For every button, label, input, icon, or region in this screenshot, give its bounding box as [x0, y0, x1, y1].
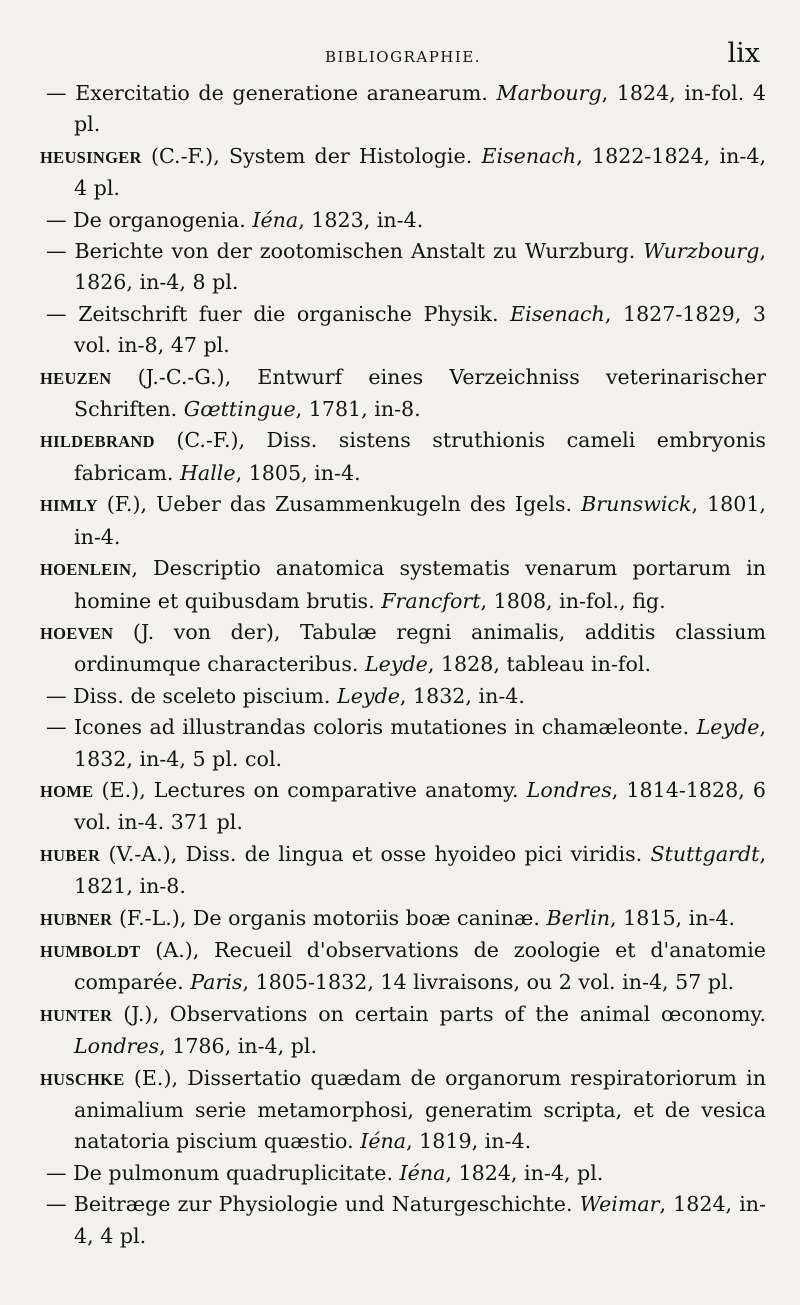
- bibliography-entry: [40, 839, 766, 903]
- bibliography-entry: [40, 681, 766, 712]
- entry-details: , 1827-1829, 3 vol. in-8, 47 pl.: [74, 301, 766, 358]
- entry-author: HUBER: [40, 845, 101, 865]
- bibliography-entry: [40, 78, 766, 141]
- entry-title: (J. von der), Tabulæ regni animalis, additis classium ordinumque characteribus.: [74, 619, 766, 677]
- entry-details: , 1824, in-4, 4 pl.: [74, 1192, 766, 1248]
- entry-place: Marbourg: [496, 81, 602, 105]
- entry-title: (J.-C.-G.), Entwurf eines Verzeichniss veterinarischer Schriften.: [74, 364, 766, 422]
- entry-author: HIMLY: [40, 496, 98, 516]
- entry-dash: —: [46, 1192, 74, 1217]
- entry-place: Weimar: [579, 1192, 660, 1217]
- bibliography-entry: [40, 553, 766, 617]
- entry-title: Exercitatio de generatione aranearum.: [75, 81, 497, 105]
- entry-place: Berlin: [546, 905, 611, 930]
- bibliography-entry: [40, 141, 766, 205]
- entry-details: , 1805, in-4.: [235, 460, 361, 485]
- entry-place: Stuttgardt: [650, 841, 760, 866]
- entry-title: (A.), Recueil d'observations de zoologie et d'anatomie comparée.: [74, 937, 766, 995]
- bibliography-entry: [40, 299, 766, 362]
- entry-place: Gœttingue: [183, 397, 296, 422]
- entry-details: , 1832, in-4, 5 pl. col.: [74, 715, 766, 771]
- entry-author: HUBNER: [40, 909, 113, 929]
- bibliography-entry: [40, 999, 766, 1063]
- entry-title: Icones ad illustrandas coloris mutationes in chamæleonte.: [74, 715, 697, 740]
- entry-details: , 1826, in-4, 8 pl.: [74, 239, 766, 295]
- entry-title: (J.), Observations on certain parts of the animal œconomy.: [112, 1001, 766, 1026]
- bibliography-entry: [40, 205, 766, 236]
- bibliography-entry: [40, 775, 766, 839]
- entry-author: HEUSINGER: [40, 147, 142, 167]
- entry-title: Zeitschrift fuer die organische Physik.: [78, 301, 511, 326]
- entry-place: Iéna: [252, 207, 299, 232]
- entry-author: HUMBOLDT: [40, 941, 141, 961]
- entry-place: Wurzbourg: [643, 239, 760, 264]
- bibliography-list: [40, 78, 766, 1252]
- entry-place: Leyde: [337, 683, 400, 708]
- entry-title: De organogenia.: [73, 207, 253, 232]
- entry-dash: —: [46, 1160, 74, 1185]
- entry-author: HOME: [40, 781, 94, 801]
- entry-details: , 1828, tableau in-fol.: [427, 652, 652, 677]
- entry-title: Beitræge zur Physiologie und Naturgeschichte.: [73, 1192, 580, 1217]
- bibliography-entry: [40, 1189, 766, 1252]
- bibliography-entry: [40, 712, 766, 775]
- bibliography-entry: [40, 935, 766, 999]
- entry-author: HOEVEN: [40, 623, 114, 643]
- page-number: lix: [727, 38, 760, 69]
- entry-details: , 1815, in-4.: [610, 905, 736, 930]
- bibliography-entry: [40, 236, 766, 299]
- entry-place: Londres: [526, 777, 612, 802]
- entry-details: , 1801, in-4.: [74, 492, 766, 549]
- entry-title: (C.-F.), System der Histologie.: [141, 143, 482, 168]
- bibliography-entry: [40, 425, 766, 489]
- entry-details: , 1781, in-8.: [295, 397, 421, 422]
- entry-dash: —: [46, 81, 76, 105]
- entry-dash: —: [46, 683, 74, 708]
- entry-dash: —: [46, 207, 74, 232]
- entry-title: Berichte von der zootomischen Anstalt zu Wurzburg.: [74, 239, 644, 264]
- entry-title: , Descriptio anatomica systematis venarum portarum in homine et quibusdam brutis.: [74, 556, 766, 613]
- entry-details: , 1819, in-4.: [406, 1129, 532, 1154]
- entry-author: HUSCHKE: [40, 1069, 125, 1089]
- entry-place: Francfort: [381, 588, 481, 613]
- entry-dash: —: [46, 715, 75, 740]
- entry-dash: —: [46, 301, 79, 326]
- entry-place: Leyde: [696, 715, 760, 740]
- entry-author: HILDEBRAND: [40, 432, 155, 452]
- entry-author: HOENLEIN: [40, 560, 132, 580]
- entry-place: Brunswick: [581, 492, 692, 517]
- bibliography-entry: [40, 617, 766, 681]
- entry-title: Diss. de sceleto piscium.: [73, 683, 338, 708]
- entry-details: , 1824, in-fol. 4 pl.: [74, 81, 766, 137]
- entry-title: (V.-A.), Diss. de lingua et osse hyoideo pici viridis.: [100, 841, 651, 866]
- bibliography-entry: [40, 362, 766, 426]
- entry-details: , 1814-1828, 6 vol. in-4. 371 pl.: [74, 777, 766, 835]
- entry-details: , 1786, in-4, pl.: [159, 1034, 318, 1059]
- entry-title: De pulmonum quadruplicitate.: [73, 1160, 400, 1185]
- entry-details: , 1824, in-4, pl.: [445, 1160, 604, 1185]
- entry-author: HEUZEN: [40, 368, 112, 388]
- entry-place: Iéna: [360, 1129, 407, 1154]
- entry-details: , 1832, in-4.: [399, 683, 525, 708]
- entry-title: (C.-F.), Diss. sistens struthionis cameli embryonis fabricam.: [74, 428, 766, 485]
- entry-title: (E.), Lectures on comparative anatomy.: [93, 777, 527, 802]
- entry-place: Iéna: [399, 1160, 446, 1185]
- entry-details: , 1808, in-fol., fig.: [480, 588, 666, 613]
- bibliography-entry: [40, 1158, 766, 1189]
- entry-details: , 1805-1832, 14 livraisons, ou 2 vol. in-4, 57 pl.: [242, 970, 735, 995]
- entry-details: , 1823, in-4.: [298, 207, 424, 232]
- entry-place: Eisenach: [510, 301, 605, 326]
- entry-details: , 1822-1824, in-4, 4 pl.: [74, 143, 767, 201]
- entry-place: Eisenach: [481, 143, 577, 168]
- entry-dash: —: [46, 239, 75, 264]
- running-head: BIBLIOGRAPHIE.: [324, 48, 482, 66]
- entry-place: Leyde: [364, 652, 428, 677]
- bibliography-entry: [40, 903, 766, 935]
- bibliography-entry: [40, 1063, 766, 1158]
- entry-place: Londres: [74, 1034, 160, 1059]
- entry-author: HUNTER: [40, 1005, 113, 1025]
- entry-details: , 1821, in-8.: [74, 841, 766, 899]
- entry-title: (F.-L.), De organis motoriis boæ caninæ.: [112, 905, 547, 930]
- entry-title: (E.), Dissertatio quædam de organorum respiratoriorum in animalium serie metamorphosi, generatim scripta, et de vesica natatoria piscium quæstio.: [74, 1065, 766, 1154]
- bibliography-entry: [40, 489, 766, 553]
- entry-place: Halle: [179, 460, 236, 485]
- page-header: [40, 36, 766, 78]
- entry-title: (F.), Ueber das Zusammenkugeln des Igels.: [97, 492, 582, 517]
- entry-place: Paris: [190, 970, 243, 995]
